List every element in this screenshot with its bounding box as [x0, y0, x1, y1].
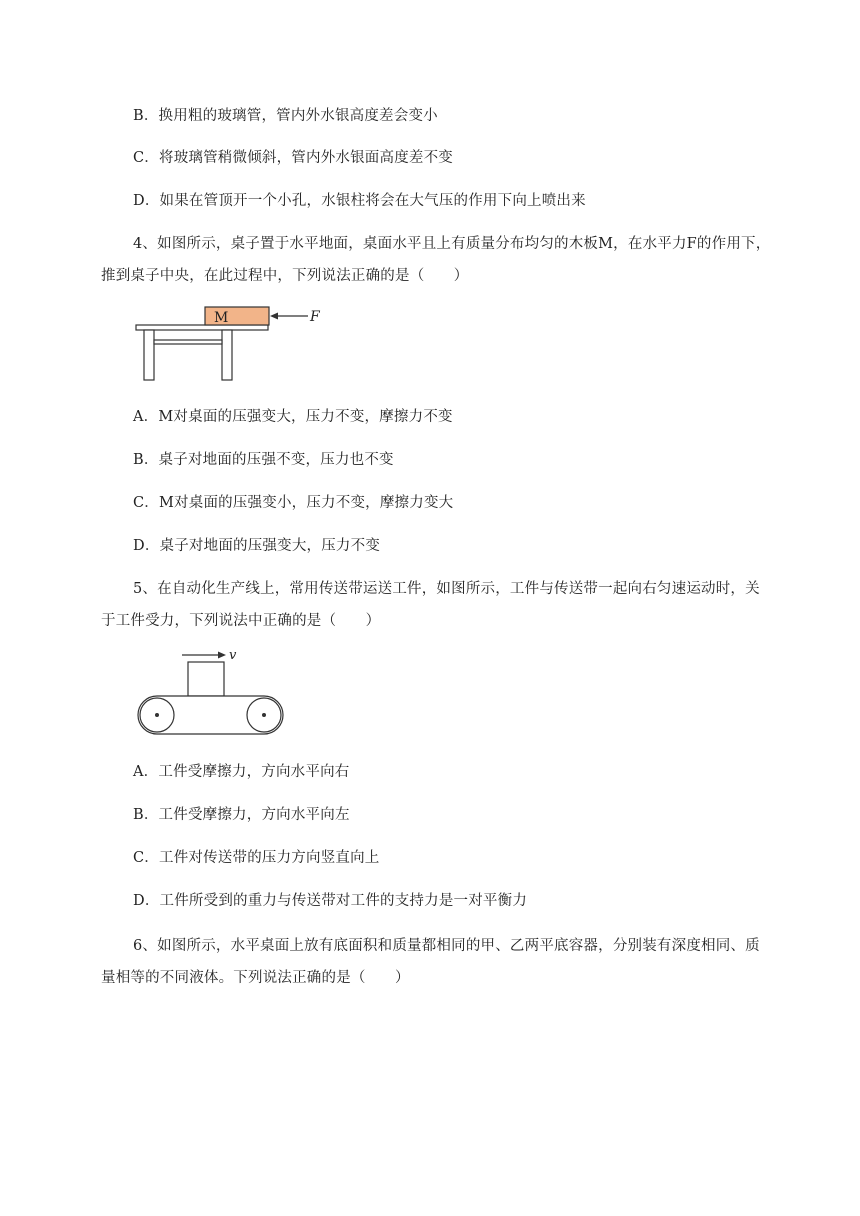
q5-conveyor-figure	[130, 645, 295, 740]
table-leg-right	[222, 330, 232, 380]
q4-option-b: B．桌子对地面的压强不变，压力也不变	[133, 452, 394, 468]
table-leg-left	[144, 330, 154, 380]
q6-stem-line2: 量相等的不同液体。下列说法正确的是（ ）	[101, 970, 410, 986]
q5-option-c: C．工件对传送带的压力方向竖直向上	[133, 850, 380, 866]
q5-stem	[101, 579, 805, 631]
q4-stem	[101, 234, 805, 286]
q5-option-b: B．工件受摩擦力，方向水平向左	[133, 807, 350, 823]
q4-stem-line2: 推到桌子中央，在此过程中，下列说法正确的是（ ）	[101, 268, 469, 284]
velocity-label: v	[229, 648, 237, 663]
table-top	[136, 325, 268, 330]
q5-option-a: A．工件受摩擦力，方向水平向右	[133, 764, 350, 780]
velocity-arrow-head	[218, 652, 226, 659]
right-wheel-axle	[262, 713, 266, 717]
q6-stem	[101, 936, 805, 988]
force-arrow-head	[270, 313, 278, 320]
q5-option-d: D．工件所受到的重力与传送带对工件的支持力是一对平衡力	[133, 893, 528, 909]
force-label: F	[310, 309, 320, 325]
q5-stem-line2: 于工件受力，下列说法中正确的是（ ）	[101, 613, 381, 629]
q4-option-a: A．M对桌面的压强变大，压力不变，摩擦力不变	[133, 409, 453, 425]
q6-stem-line1: 6、如图所示，水平桌面上放有底面积和质量都相同的甲、乙两平底容器，分别装有深度相同、质	[133, 938, 760, 954]
q5-stem-line1: 5、在自动化生产线上，常用传送带运送工件，如图所示，工件与传送带一起向右匀速运动时，关	[133, 581, 760, 597]
q4-option-c: C．M对桌面的压强变小，压力不变，摩擦力变大	[133, 495, 454, 511]
q3-option-b: B．换用粗的玻璃管，管内外水银高度差会变小	[133, 108, 438, 124]
table-crossbar	[154, 340, 222, 344]
q4-table-figure	[130, 300, 330, 386]
q3-option-c: C．将玻璃管稍微倾斜，管内外水银面高度差不变	[133, 150, 453, 166]
left-wheel-axle	[155, 713, 159, 717]
q4-option-d: D．桌子对地面的压强变大，压力不变	[133, 538, 381, 554]
board-m-label: M	[214, 310, 229, 326]
q4-stem-line1: 4、如图所示，桌子置于水平地面，桌面水平且上有质量分布均匀的木板M，在水平力F的作用下，	[133, 236, 771, 252]
q3-option-d: D．如果在管顶开一个小孔，水银柱将会在大气压的作用下向上喷出来	[133, 193, 586, 209]
work-piece	[188, 662, 224, 696]
